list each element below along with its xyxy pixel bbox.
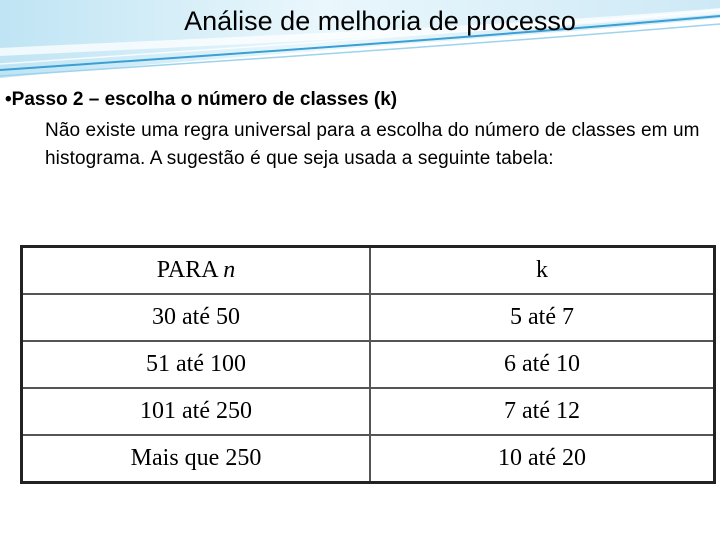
header-cell-n — [22, 247, 371, 295]
body-paragraph: Não existe uma regra universal para a escolha do número de classes em um histograma. A sugestão é que seja usada a seguinte tabela: — [45, 120, 700, 169]
table-row — [22, 435, 715, 483]
cell-k-range: 7 até 12 — [370, 388, 715, 435]
table-row — [22, 341, 715, 388]
header-n-prefix: PARA — [156, 257, 224, 283]
step-heading: •Passo 2 – escolha o número de classes (k) — [5, 89, 398, 110]
cell-k-range: 6 até 10 — [370, 341, 715, 388]
cell-k-range: 10 até 20 — [370, 435, 715, 483]
table-row — [22, 294, 715, 341]
slide-title: Análise de melhoria de processo — [184, 6, 576, 36]
table-row — [22, 388, 715, 435]
cell-n-range: 30 até 50 — [22, 294, 371, 341]
cell-n-range: 51 até 100 — [22, 341, 371, 388]
class-count-table — [20, 245, 716, 484]
cell-n-range: Mais que 250 — [22, 435, 371, 483]
cell-k-range: 5 até 7 — [370, 294, 715, 341]
table-header-row — [22, 247, 715, 295]
header-n-variable: n — [223, 257, 236, 283]
header-cell-k: k — [370, 247, 715, 295]
cell-n-range: 101 até 250 — [22, 388, 371, 435]
